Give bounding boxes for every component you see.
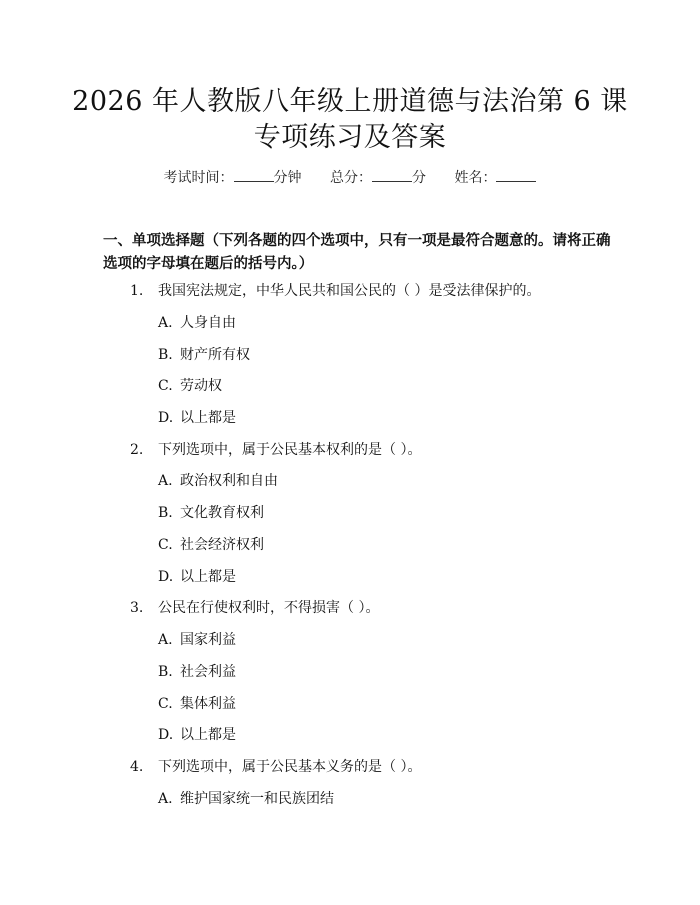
option-letter: B.	[158, 347, 173, 363]
option-1b	[158, 345, 250, 365]
option-letter: B.	[158, 664, 173, 680]
option-letter: A.	[158, 791, 173, 807]
option-3b	[158, 662, 236, 682]
question-text: 公民在行使权利时，不得损害（ ）。	[158, 600, 380, 616]
student-name-label: 姓名：	[454, 170, 497, 186]
total-score-label: 总分：	[330, 170, 372, 186]
option-2c	[158, 535, 264, 555]
option-text: 社会利益	[180, 664, 236, 680]
option-letter: D.	[158, 569, 174, 585]
option-letter: D.	[158, 410, 174, 426]
option-text: 社会经济权利	[180, 537, 264, 553]
question-text: 下列选项中，属于公民基本权利的是（ ）。	[158, 442, 422, 458]
option-text: 政治权利和自由	[180, 473, 278, 489]
option-1d	[158, 408, 236, 428]
option-3d	[158, 725, 236, 745]
total-score-field	[330, 168, 426, 188]
option-1a	[158, 313, 236, 333]
exam-time-unit: 分钟	[273, 170, 302, 186]
option-letter: C.	[158, 537, 173, 553]
option-3a	[158, 630, 236, 650]
question-1	[130, 281, 540, 301]
question-number: 4.	[130, 759, 144, 775]
question-number: 2.	[130, 442, 144, 458]
question-2	[130, 440, 421, 460]
question-number: 1.	[130, 283, 144, 299]
option-text: 财产所有权	[180, 347, 250, 363]
option-letter: C.	[158, 696, 173, 712]
option-2b	[158, 503, 264, 523]
option-3c	[158, 694, 236, 714]
student-name-blank	[496, 169, 536, 182]
option-letter: A.	[158, 473, 173, 489]
option-2a	[158, 471, 278, 491]
option-letter: D.	[158, 727, 174, 743]
total-score-blank	[372, 169, 412, 182]
question-4	[130, 757, 421, 777]
exam-time-label: 考试时间：	[163, 170, 234, 186]
option-letter: A.	[158, 315, 173, 331]
option-letter: A.	[158, 632, 173, 648]
total-score-unit: 分	[412, 170, 426, 186]
option-text: 集体利益	[180, 696, 236, 712]
option-text: 维护国家统一和民族团结	[180, 791, 334, 807]
option-text: 人身自由	[180, 315, 236, 331]
option-text: 文化教育权利	[180, 505, 264, 521]
option-text: 以上都是	[180, 410, 236, 426]
question-text: 下列选项中，属于公民基本义务的是（ ）。	[158, 759, 422, 775]
section-heading: 一、单项选择题（下列各题的四个选项中，只有一项是最符合题意的。请将正确选项的字母填在题后的括号内。）	[103, 233, 611, 272]
option-text: 以上都是	[180, 727, 236, 743]
student-name-field	[454, 168, 536, 188]
question-number: 3.	[130, 600, 144, 616]
option-letter: B.	[158, 505, 173, 521]
document-title-line-1: 2026 年人教版八年级上册道德与法治第 6 课	[72, 86, 628, 117]
exam-time-field	[164, 168, 302, 188]
option-1c	[158, 376, 222, 396]
exam-info-row	[0, 168, 700, 188]
document-title-line-2: 专项练习及答案	[253, 122, 447, 153]
option-2d	[158, 567, 236, 587]
option-letter: C.	[158, 378, 173, 394]
option-text: 国家利益	[180, 632, 236, 648]
option-4a	[158, 789, 334, 809]
option-text: 劳动权	[180, 378, 222, 394]
option-text: 以上都是	[180, 569, 236, 585]
exam-time-blank	[234, 169, 274, 182]
question-text: 我国宪法规定，中华人民共和国公民的（ ）是受法律保护的。	[158, 283, 541, 299]
question-3	[130, 598, 379, 618]
